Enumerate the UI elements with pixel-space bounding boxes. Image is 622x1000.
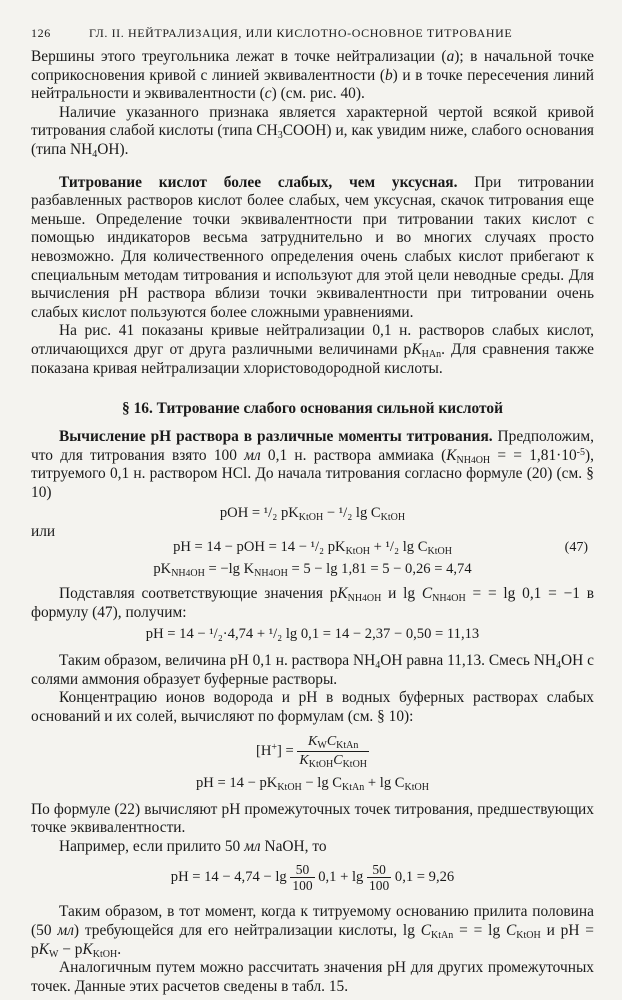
formula-example: pH = 14 − 4,74 − lg $\frac{50}{100}$ 0,1 + lg $\frac{50}{100}$ 0,1 = 9,26 [170,862,455,894]
fraction-1: $\frac{50}{100}$ [292,862,313,894]
word-or: или [31,523,56,541]
running-header [31,26,594,48]
equation-number: (47) [564,540,588,556]
formula-hydrogen-ion: [H+] = $\frac{K_WC_{KtAn}}{K_{KtOH}C_{KtOH}}$ [255,733,368,770]
formula-poh: pOH = ¹/₂ $pK_{KtOH} - ^1/_2$ $\lg C_{KtOH}$ [219,505,406,524]
paragraph-example: Например, если прилито 50 мл NaOH, то [59,837,327,855]
fraction-h: $\frac{K_WC_{KtAn}}{K_{KtOH}C_{KtOH}}$ [299,733,368,770]
paragraph-ph-calc: Вычисление pH раствора в различные моменты титрования. Предположим, что для титрования взято 100 мл 0,1 н. раствора аммиака ($K_{NH4OH}$ = = $1,81\cdot 10^{-5}$), титруемого 0,1 н. раствором HCl. До начала титрования согласно формуле (20) (см. § 10) [31,428,594,501]
formula-47: pH = 14 − pOH = 14 − ¹/₂ $pK_{KtOH} + ^1/_2$ $\lg C_{KtOH}$ (47) [173,539,588,558]
formula-substituted: pH = 14 − ¹/₂·4,74 + ¹/₂ lg 0,1 = 14 − 2,37 − 0,50 = 11,13 [145,626,480,643]
paragraph-formula22: По формуле (22) вычисляют pH промежуточных точек титрования, предшествующих точке эквивалентности. [31,800,594,837]
section-title: § 16. Титрование слабого основания сильной кислотой [122,400,503,418]
paragraph-substitute: Подставляя соответствующие значения $pK_{NH4OH}$ и $\lg C_{NH4OH}$ = = lg 0,1 = −1 в формулу (47), получим: [31,585,594,621]
paragraph-triangle: Вершины этого треугольника лежат в точке нейтрализации (a); в начальной точке соприкосновения кривой с линией эквивалентности (b) и в точке пересечения линий нейтральности и эквивалентности (c) (см. рис. 40). [31,48,594,103]
paragraph-buffer: Концентрацию ионов водорода и pH в водных буферных растворах слабых оснований и их солей, вычисляют по формулам (см. § 10): [31,689,594,726]
running-title: ГЛ. II. НЕЙТРАЛИЗАЦИЯ, ИЛИ КИСЛОТНО-ОСНОВНОЕ ТИТРОВАНИЕ [89,26,513,40]
formula-pk: $pK_{NH4OH} = -\lg$ $K_{NH4OH} = 5 - \lg 1,81 = 5 - 0,26 = 4,74$ [153,561,472,580]
paragraph-weak-acids: Титрование кислот более слабых, чем уксусная. При титровании разбавленных растворов кислот более слабых, чем уксусная, скачок титрования еще меньше. Определение точки эквивалентности при титровании таких кислот с помощью индикаторов весьма затруднительно и во многих случаях просто невозможно. Для количественного определения очень слабых кислот прибегают к специальным методам титрования и используют для этой цели неводные среды. Для вычисления pH раствора вблизи точки эквивалентности при титровании очень слабых кислот пользуются более сложными уравнениями. [31,173,594,321]
formula-ph-buffer: pH = $14 - pK_{KtOH} - \lg C_{KtAn} + \lg C_{KtOH}$ [196,774,429,793]
paragraph-table15: Аналогичным путем можно рассчитать значения pH для других промежуточных точек. Данные этих расчетов сведены в табл. 15. [31,959,594,995]
page-number: 126 [31,26,51,40]
paragraph-fig41: На рис. 41 показаны кривые нейтрализации 0,1 н. растворов слабых кислот, отличающихся друг от друга различными величинами $pK_{HAn}$. Для сравнения также показана кривая нейтрализации хлористоводородной кислоты. [31,322,594,377]
fraction-2: $\frac{50}{100}$ [369,862,390,894]
paragraph-half: Таким образом, в тот момент, когда к титруемому основанию прилита половина (50 мл) требующейся для его нейтрализации кислоты, $\lg C_{KtAn}$ = = $\lg C_{KtOH}$ и pH = $pK_W - pK_{KtOH}$. [31,903,594,960]
paragraph-characteristic: Наличие указанного признака является характерной чертой всякой кривой титрования слабой кислоты (типа $CH_3COOH$) и, как увидим ниже, слабого основания (типа $NH_4OH$). [31,103,595,160]
paragraph-result: Таким образом, величина pH 0,1 н. раствора $NH_4OH$ равна 11,13. Смесь $NH_4OH$ с солями аммония образует буферные растворы. [31,652,594,688]
